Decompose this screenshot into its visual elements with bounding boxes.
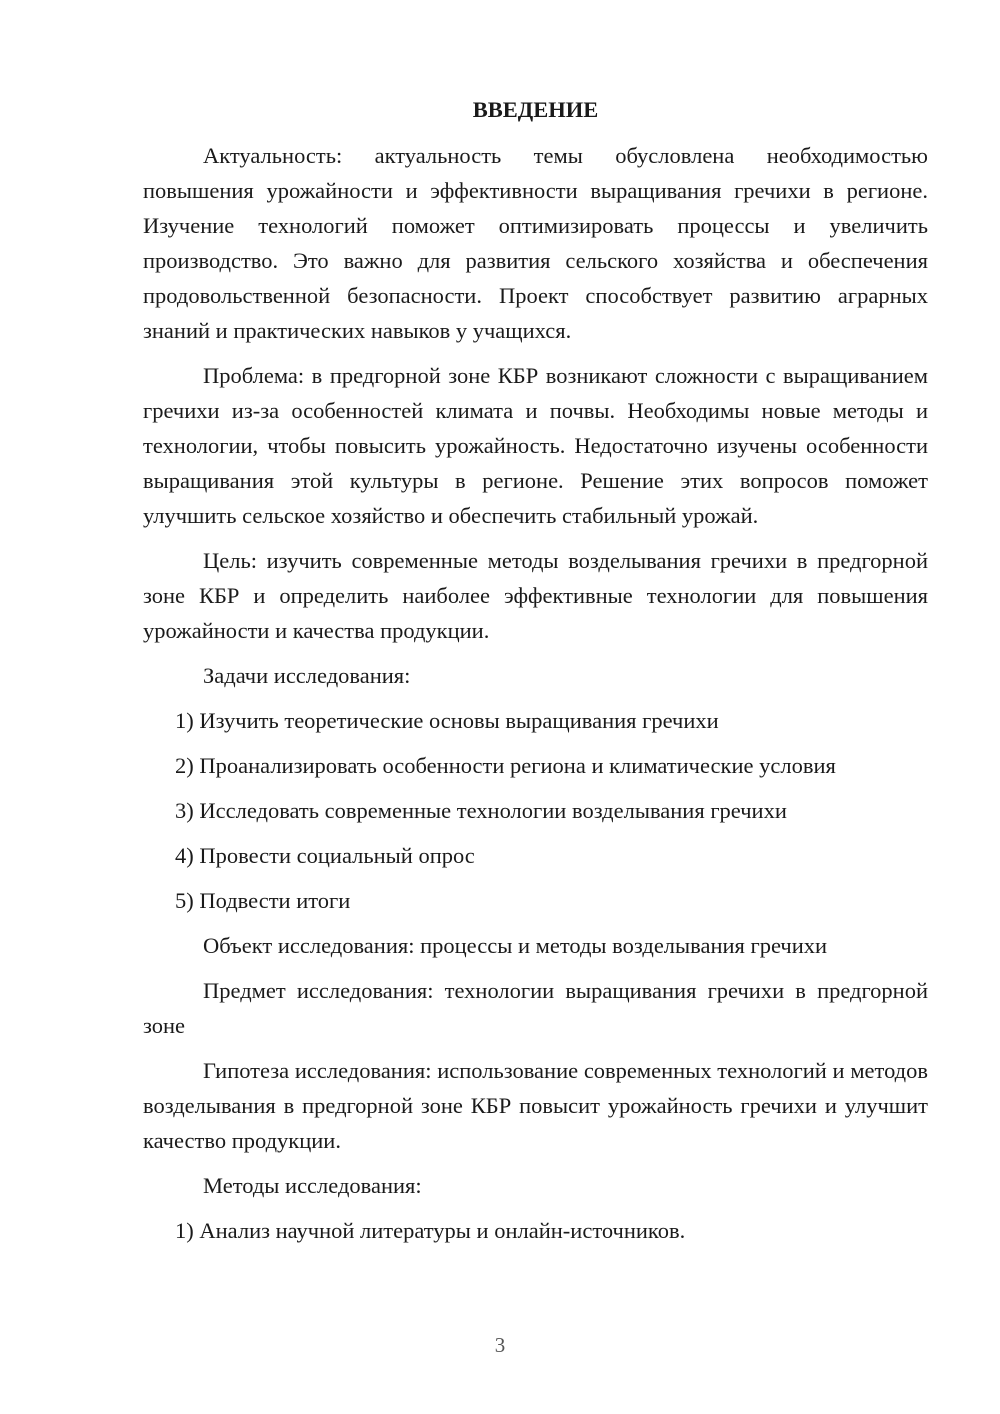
page-number: 3 (494, 1333, 506, 1357)
task-item-2: 2) Проанализировать особенности региона и климатические условия (175, 753, 836, 778)
problem-paragraph: Проблема: в предгорной зоне КБР возникают сложности с выращиванием гречихи из-за особенностей климата и почвы. Необходимы новые методы и технологии, чтобы повысить урожайность. Недостаточно изучены особенности выращивания этой культуры в регионе. Решение этих вопросов поможет улучшить сельское хозяйство и обеспечить стабильный урожай. (143, 363, 928, 528)
task-item-4: 4) Провести социальный опрос (175, 843, 475, 868)
section-title: ВВЕДЕНИЕ (472, 97, 599, 122)
subject-paragraph: Предмет исследования: технологии выращивания гречихи в предгорной зоне (143, 978, 928, 1038)
document-page (143, 92, 928, 1258)
hypothesis-paragraph: Гипотеза исследования: использование современных технологий и методов возделывания в предгорной зоне КБР повысит урожайность гречихи и улучшит качество продукции. (143, 1058, 928, 1153)
task-item-3: 3) Исследовать современные технологии возделывания гречихи (175, 798, 787, 823)
method-item-1: 1) Анализ научной литературы и онлайн-источников. (175, 1218, 686, 1243)
goal-paragraph: Цель: изучить современные методы возделывания гречихи в предгорной зоне КБР и определить наиболее эффективные технологии для повышения урожайности и качества продукции. (143, 548, 928, 643)
task-item-1: 1) Изучить теоретические основы выращивания гречихи (175, 708, 719, 733)
methods-heading: Методы исследования: (203, 1173, 422, 1198)
task-item-5: 5) Подвести итоги (175, 888, 351, 913)
tasks-heading: Задачи исследования: (203, 663, 411, 688)
relevance-paragraph: Актуальность: актуальность темы обусловлена необходимостью повышения урожайности и эффективности выращивания гречихи в регионе. Изучение технологий поможет оптимизировать процессы и увеличить производство. Это важно для развития сельского хозяйства и обеспечения продовольственной безопасности. Проект способствует развитию аграрных знаний и практических навыков у учащихся. (143, 143, 928, 343)
object-paragraph: Объект исследования: процессы и методы возделывания гречихи (203, 933, 828, 958)
